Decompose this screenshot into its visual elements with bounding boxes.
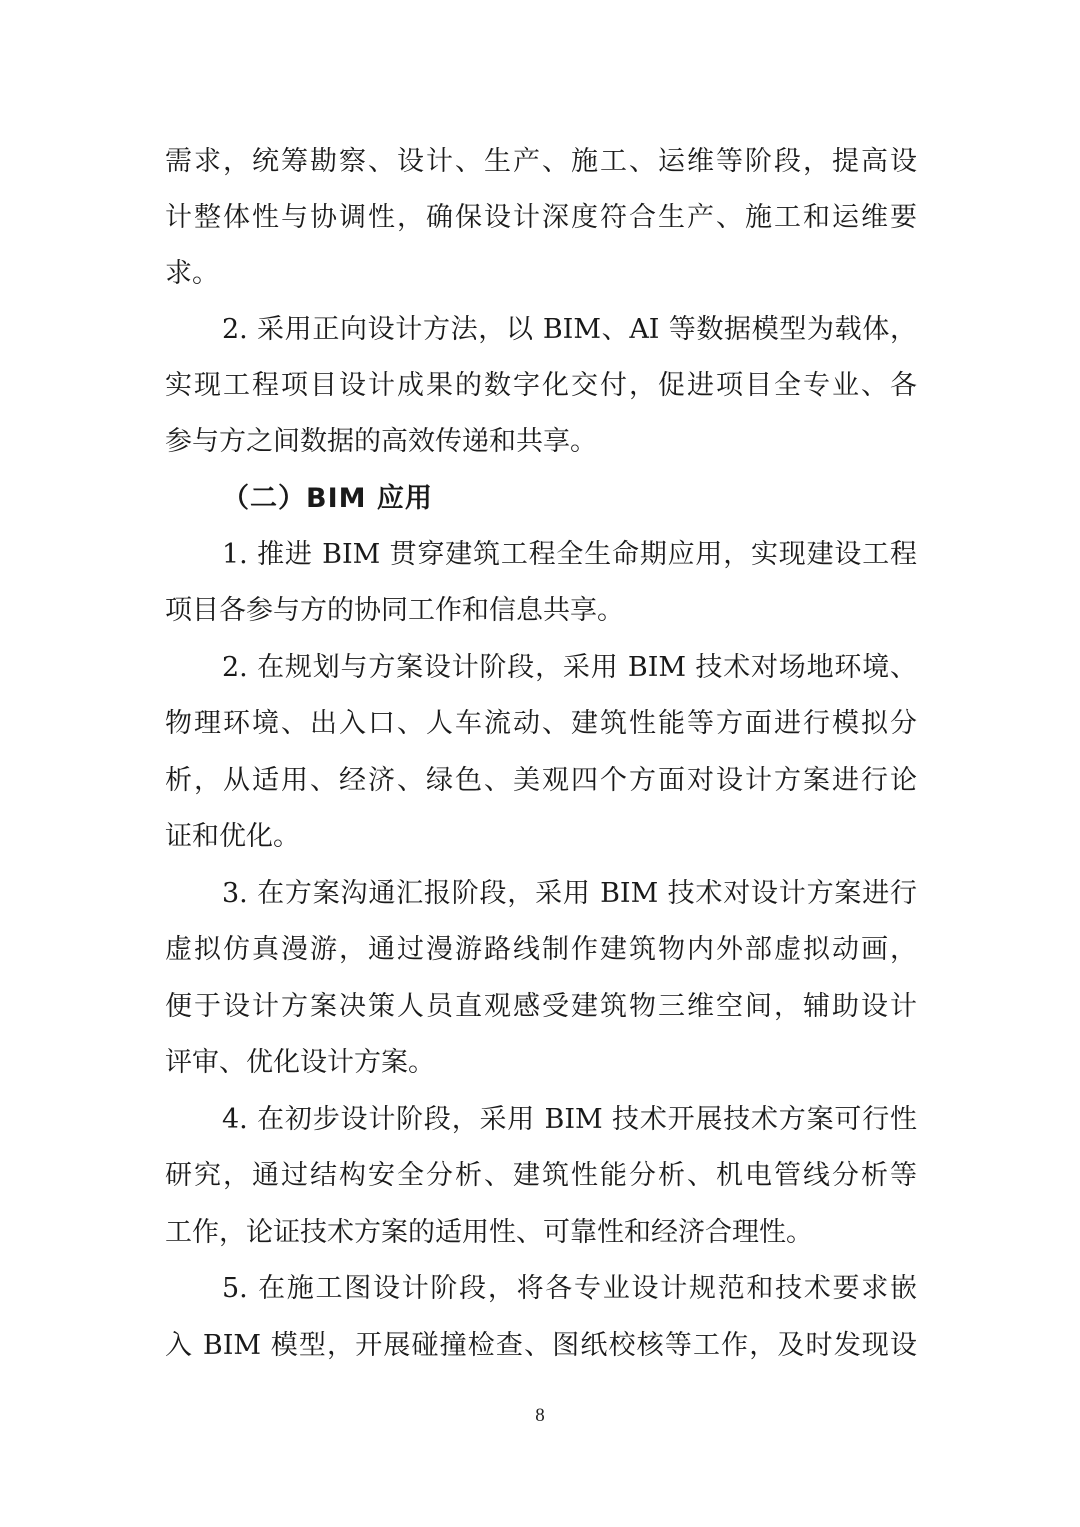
text-line: 1. 推进 BIM 贯穿建筑工程全生命期应用，实现建设工程	[222, 539, 917, 570]
text-line: 计整体性与协调性，确保设计深度符合生产、施工和运维要	[165, 202, 917, 233]
text-line: 物理环境、出入口、人车流动、建筑性能等方面进行模拟分	[165, 708, 917, 739]
text-line: 虚拟仿真漫游，通过漫游路线制作建筑物内外部虚拟动画，	[165, 934, 917, 965]
text-line: 证和优化。	[165, 821, 300, 852]
text-line: 项目各参与方的协同工作和信息共享。	[165, 595, 624, 626]
section-heading: （二）BIM 应用	[222, 483, 433, 514]
text-line: 5. 在施工图设计阶段，将各专业设计规范和技术要求嵌	[222, 1273, 917, 1304]
page-number: 8	[535, 1405, 545, 1426]
text-line: 4. 在初步设计阶段，采用 BIM 技术开展技术方案可行性	[222, 1104, 917, 1135]
text-line: 需求，统筹勘察、设计、生产、施工、运维等阶段，提高设	[165, 146, 917, 177]
text-line: 实现工程项目设计成果的数字化交付，促进项目全专业、各	[165, 370, 917, 401]
text-line: 析，从适用、经济、绿色、美观四个方面对设计方案进行论	[165, 765, 917, 796]
text-line: 工作，论证技术方案的适用性、可靠性和经济合理性。	[165, 1217, 813, 1248]
text-line: 便于设计方案决策人员直观感受建筑物三维空间，辅助设计	[165, 991, 917, 1022]
text-line: 2. 在规划与方案设计阶段，采用 BIM 技术对场地环境、	[222, 652, 917, 683]
text-line: 入 BIM 模型，开展碰撞检查、图纸校核等工作，及时发现设	[165, 1330, 917, 1361]
text-line: 参与方之间数据的高效传递和共享。	[165, 426, 597, 457]
text-line: 2. 采用正向设计方法，以 BIM、AI 等数据模型为载体，	[222, 314, 917, 345]
text-line: 求。	[165, 258, 219, 289]
text-line: 评审、优化设计方案。	[165, 1047, 435, 1078]
text-line: 3. 在方案沟通汇报阶段，采用 BIM 技术对设计方案进行	[222, 878, 917, 909]
text-line: 研究，通过结构安全分析、建筑性能分析、机电管线分析等	[165, 1160, 917, 1191]
